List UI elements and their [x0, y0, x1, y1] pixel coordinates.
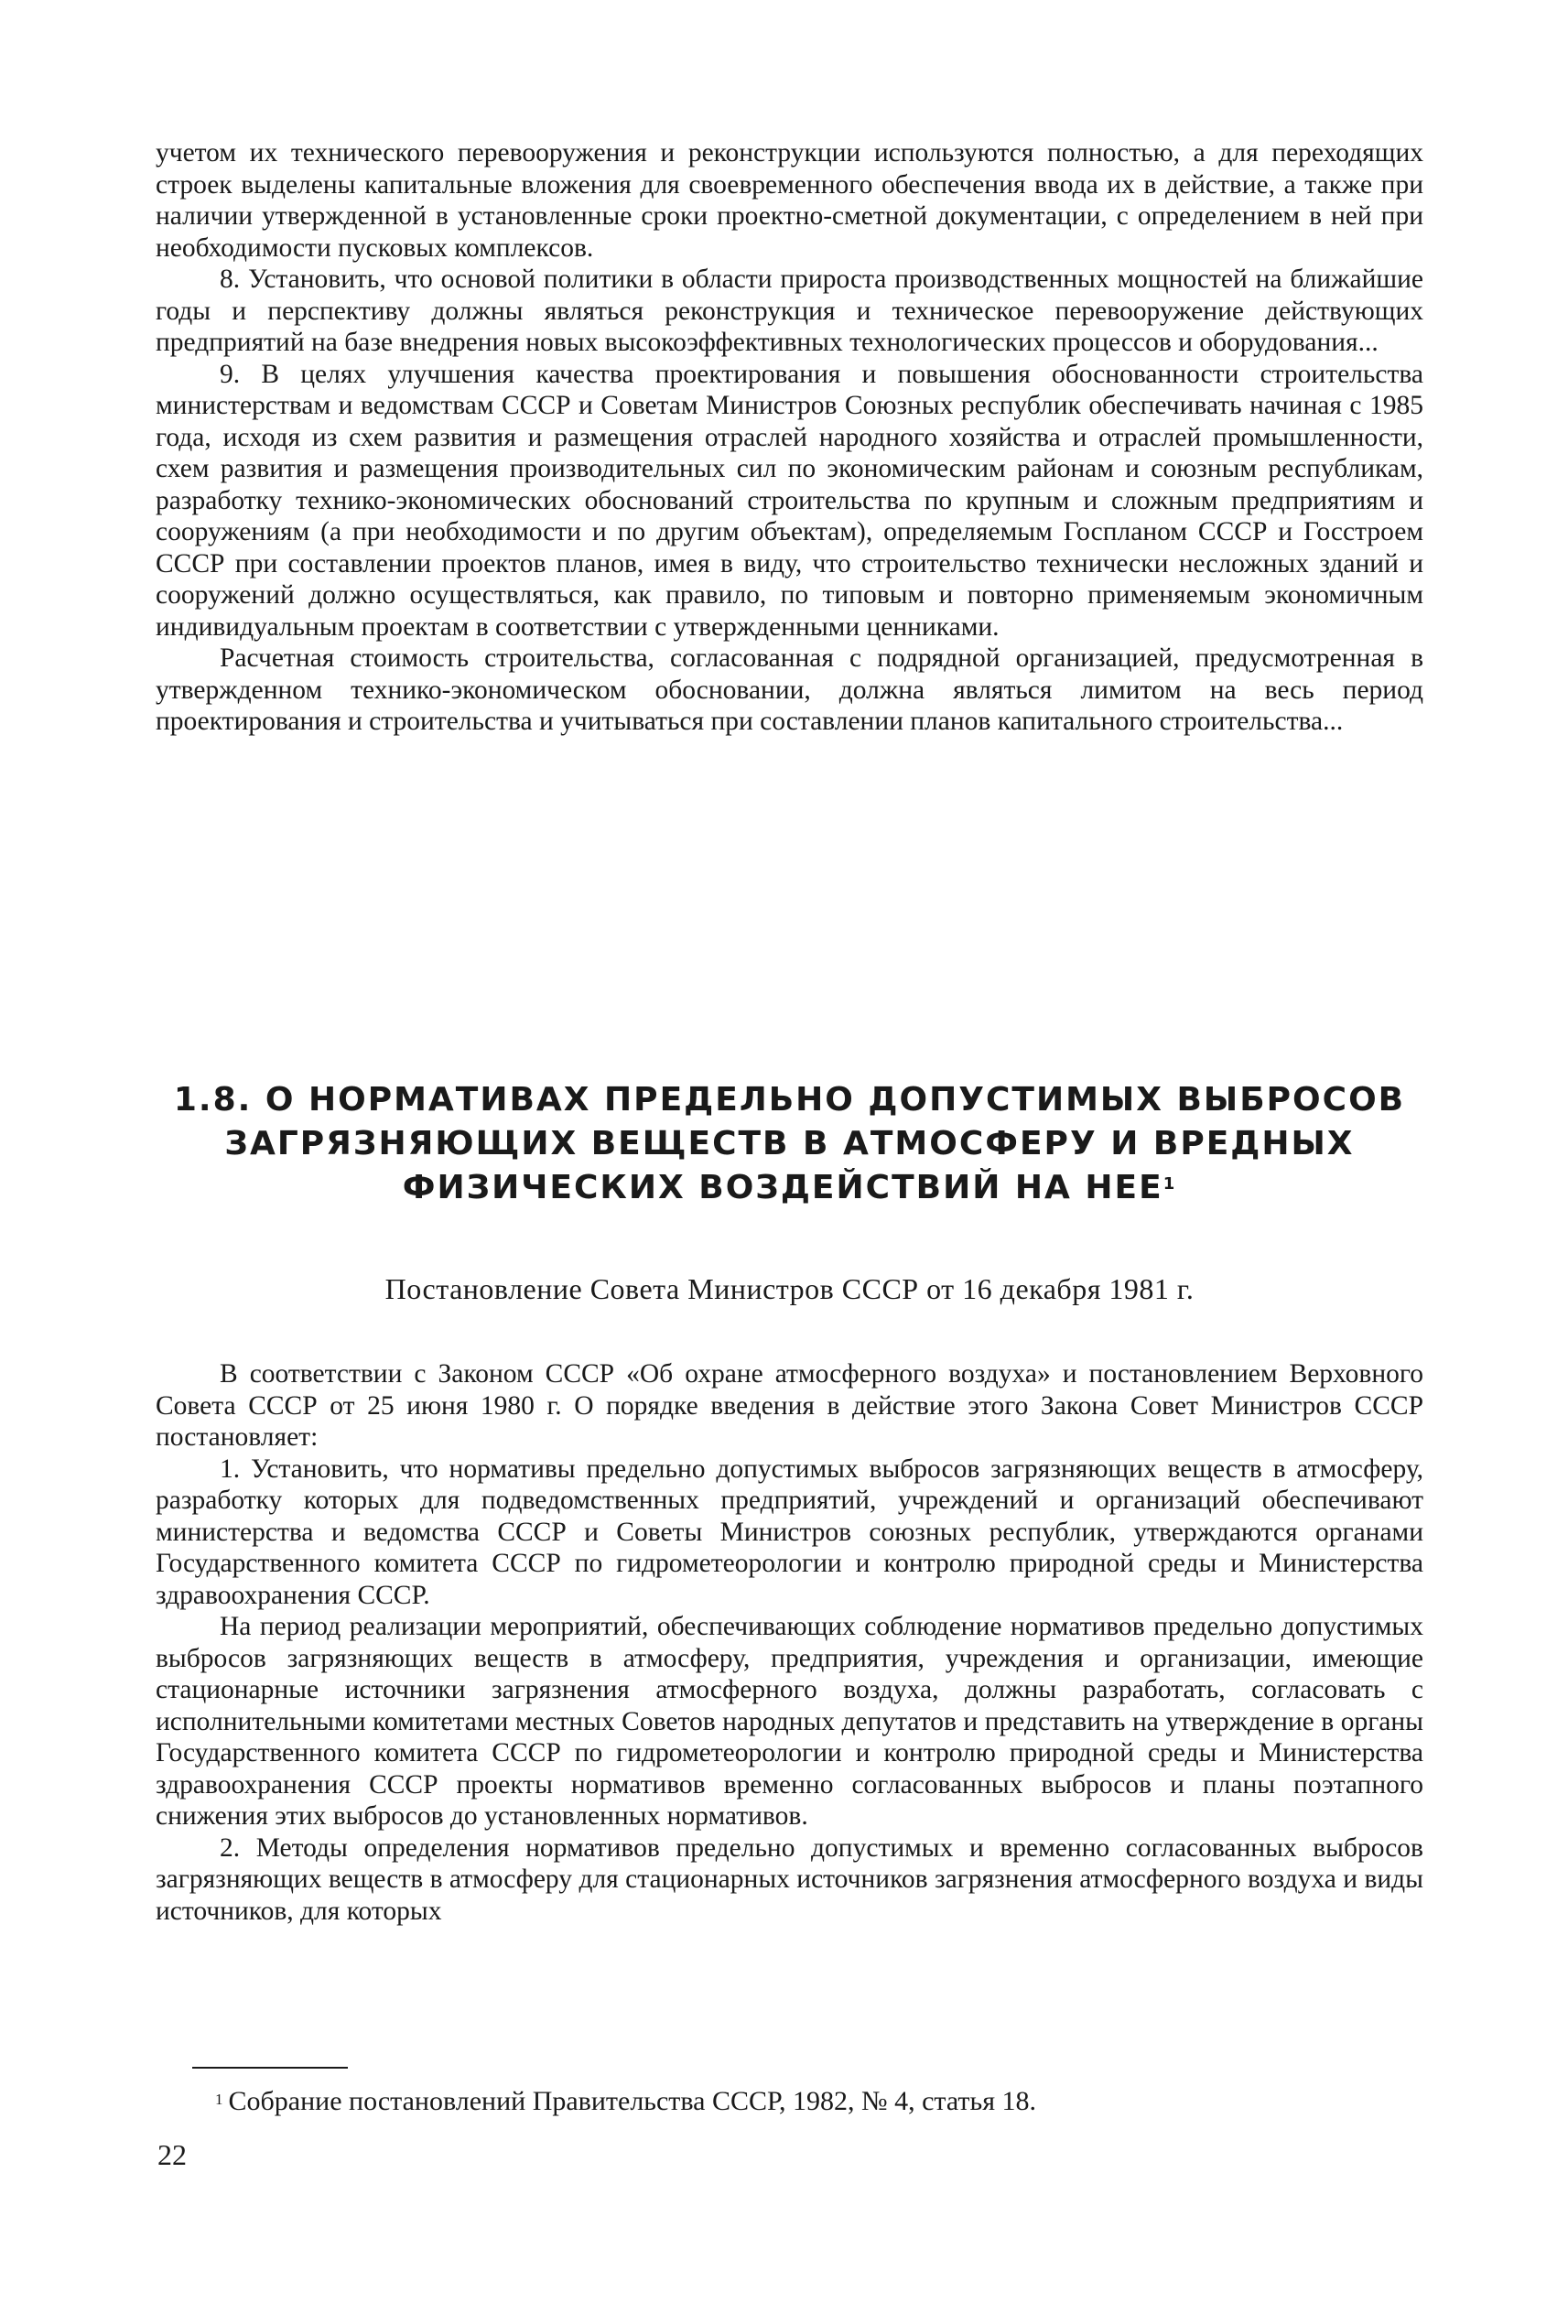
bottom-text-block — [156, 1358, 1423, 1927]
paragraph-preamble: В соответствии с Законом СССР «Об охране атмосферного воздуха» и постановлением Верховного Совета СССР от 25 июня 1980 г. О порядке введения в действие этого Закона Совет Министров СССР постановляет: — [156, 1359, 1423, 1452]
footnote-text: Собрание постановлений Правительства СССР, 1982, № 4, статья 18. — [228, 2086, 1036, 2116]
paragraph-item-8: 8. Установить, что основой политики в области прироста производственных мощностей на ближайшие годы и перспективу должны являться реконструкция и техническое перевооружение действующих предприятий на базе внедрения новых высокоэффективных технологических процессов и оборудования... — [156, 265, 1423, 357]
footnote-mark: 1 — [215, 2091, 223, 2108]
heading-line-2: ЗАГРЯЗНЯЮЩИХ ВЕЩЕСТВ В АТМОСФЕРУ И ВРЕДНЫХ — [224, 1125, 1355, 1162]
paragraph-item-2: 2. Методы определения нормативов предельно допустимых и временно согласованных выбросов загрязняющих веществ в атмосферу для стационарных источников загрязнения атмосферного воздуха и виды источников, для которых — [156, 1832, 1423, 1926]
paragraph-item-9: 9. В целях улучшения качества проектирования и повышения обоснованности строительства министерствам и ведомствам СССР и Советам Министров Союзных республик обеспечивать начиная с 1985 года, исходя из схем развития и размещения отраслей народного хозяйства и отраслей промышленности, схем развития и размещения производительных сил по экономическим районам и союзным республикам, разработку технико-экономических обоснований строительства по крупным и сложным предприятиям и сооружениям (а при необходимости и по другим объектам), определяемым Госпланом СССР и Госстроем СССР при составлении проектов планов, имея в виду, что строительство технически несложных зданий и сооружений должно осуществляться, как правило, по типовым и повторно применяемым экономичным индивидуальным проектам в соответствии с утвержденными ценниками. — [156, 359, 1423, 642]
heading-footnote-mark: 1 — [1162, 1174, 1177, 1194]
footnote-divider — [192, 2067, 348, 2069]
page-number: 22 — [157, 2138, 187, 2171]
paragraph-estimated-cost: Расчетная стоимость строительства, согласованная с подрядной организацией, предусмотренная в утвержденном технико-экономическом обосновании, должна являться лимитом на весь период проектирования и строительства и учитываться при составлении планов капитального строительства... — [156, 643, 1423, 736]
paragraph-continuation: учетом их технического перевооружения и реконструкции используются полностью, а для переходящих строек выделены капитальные вложения для своевременного обеспечения ввода их в действие, а также при наличии утвержденной в установленные сроки проектно-сметной документации, с определением в ней при необходимости пусковых комплексов. — [156, 138, 1423, 263]
heading-line-1: 1.8. О НОРМАТИВАХ ПРЕДЕЛЬНО ДОПУСТИМЫХ ВЫБРОСОВ — [173, 1081, 1406, 1119]
decree-subtitle: Постановление Совета Министров СССР от 16 декабря 1981 г. — [384, 1272, 1195, 1305]
paragraph-item-1: 1. Установить, что нормативы предельно допустимых выбросов загрязняющих веществ в атмосферу, разработку которых для подведомственных предприятий, учреждений и организаций обеспечивают министерства и ведомства СССР и Советы Министров союзных республик, утверждаются органами Государственного комитета СССР по гидрометеорологии и контролю природной среды и Министерства здравоохранения СССР. — [156, 1454, 1423, 1610]
heading-line-3: ФИЗИЧЕСКИХ ВОЗДЕЙСТВИЙ НА НЕЕ — [402, 1169, 1163, 1206]
paragraph-transition-period: На период реализации мероприятий, обеспечивающих соблюдение нормативов предельно допустимых выбросов загрязняющих веществ в атмосферу, предприятия, учреждения и организации, имеющие стационарные источники загрязнения атмосферного воздуха, должны разработать, согласовать с исполнительными комитетами местных Советов народных депутатов и представить на утверждение в органы Государственного комитета СССР по гидрометеорологии и контролю природной среды и Министерства здравоохранения СССР проекты нормативов временно согласованных выбросов и планы поэтапного снижения этих выбросов до установленных нормативов. — [156, 1612, 1423, 1831]
section-heading — [156, 1078, 1423, 1210]
footnote — [215, 2085, 1423, 2118]
top-text-block — [156, 137, 1423, 738]
